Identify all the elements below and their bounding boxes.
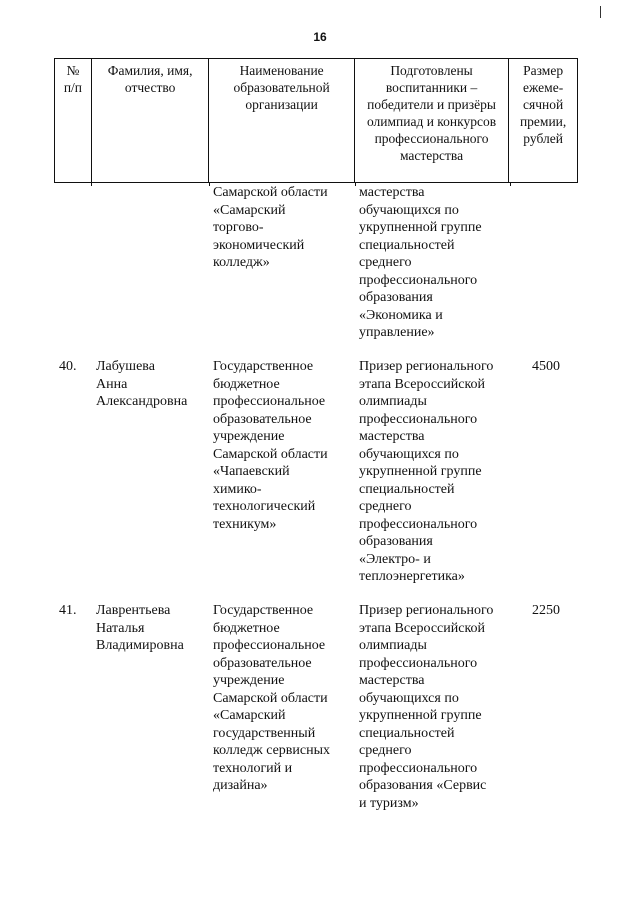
scan-mark	[600, 6, 601, 18]
page-number: 16	[313, 30, 327, 44]
organization-cell: Самарской области «Самарский торгово- экономический колледж»	[213, 185, 328, 270]
organization-cell: Государственное бюджетное профессиональное образовательное учреждение Самарской области «Чапаевский химико- технологический техникум»	[213, 359, 328, 532]
header-prize-amount: Размер ежеме- сячной премии, рублей	[519, 63, 567, 146]
header-achievements: Подготовлены воспитанники – победители и призёры олимпиад и конкурсов профессионального мастерства	[355, 59, 509, 182]
header-number: № п/п	[55, 59, 92, 182]
full-name-cell: Лабушева Анна Александровна	[96, 359, 188, 409]
full-name-cell: Лаврентьева Наталья Владимировна	[96, 603, 184, 653]
table-row	[54, 358, 578, 586]
achievements-cell: Призер регионального этапа Всероссийской олимпиады профессионального мастерства обучающихся по укрупненной группе специальностей среднего профессионального образования «Электро- и теплоэнергетика»	[359, 359, 494, 584]
table-header	[54, 58, 578, 183]
row-number: 40.	[59, 359, 77, 374]
header-full-name: Фамилия, имя, отчество	[92, 59, 210, 182]
table-row	[54, 602, 578, 812]
achievements-cell: мастерства обучающихся по укрупненной группе специальностей среднего профессионального образования «Экономика и управление»	[359, 185, 482, 340]
prize-amount-cell: 2250	[532, 603, 560, 618]
table-row-continued	[54, 184, 578, 342]
prize-amount-cell: 4500	[532, 359, 560, 374]
row-number: 41.	[59, 603, 77, 618]
organization-cell: Государственное бюджетное профессиональное образовательное учреждение Самарской области «Самарский государственный колледж сервисных технологий и дизайна»	[213, 603, 331, 793]
achievements-cell: Призер регионального этапа Всероссийской олимпиады профессионального мастерства обучающихся по укрупненной группе специальностей среднего профессионального образования «Сервис и туризм»	[359, 603, 494, 811]
header-organization: Наименование образовательной организации	[209, 59, 354, 182]
